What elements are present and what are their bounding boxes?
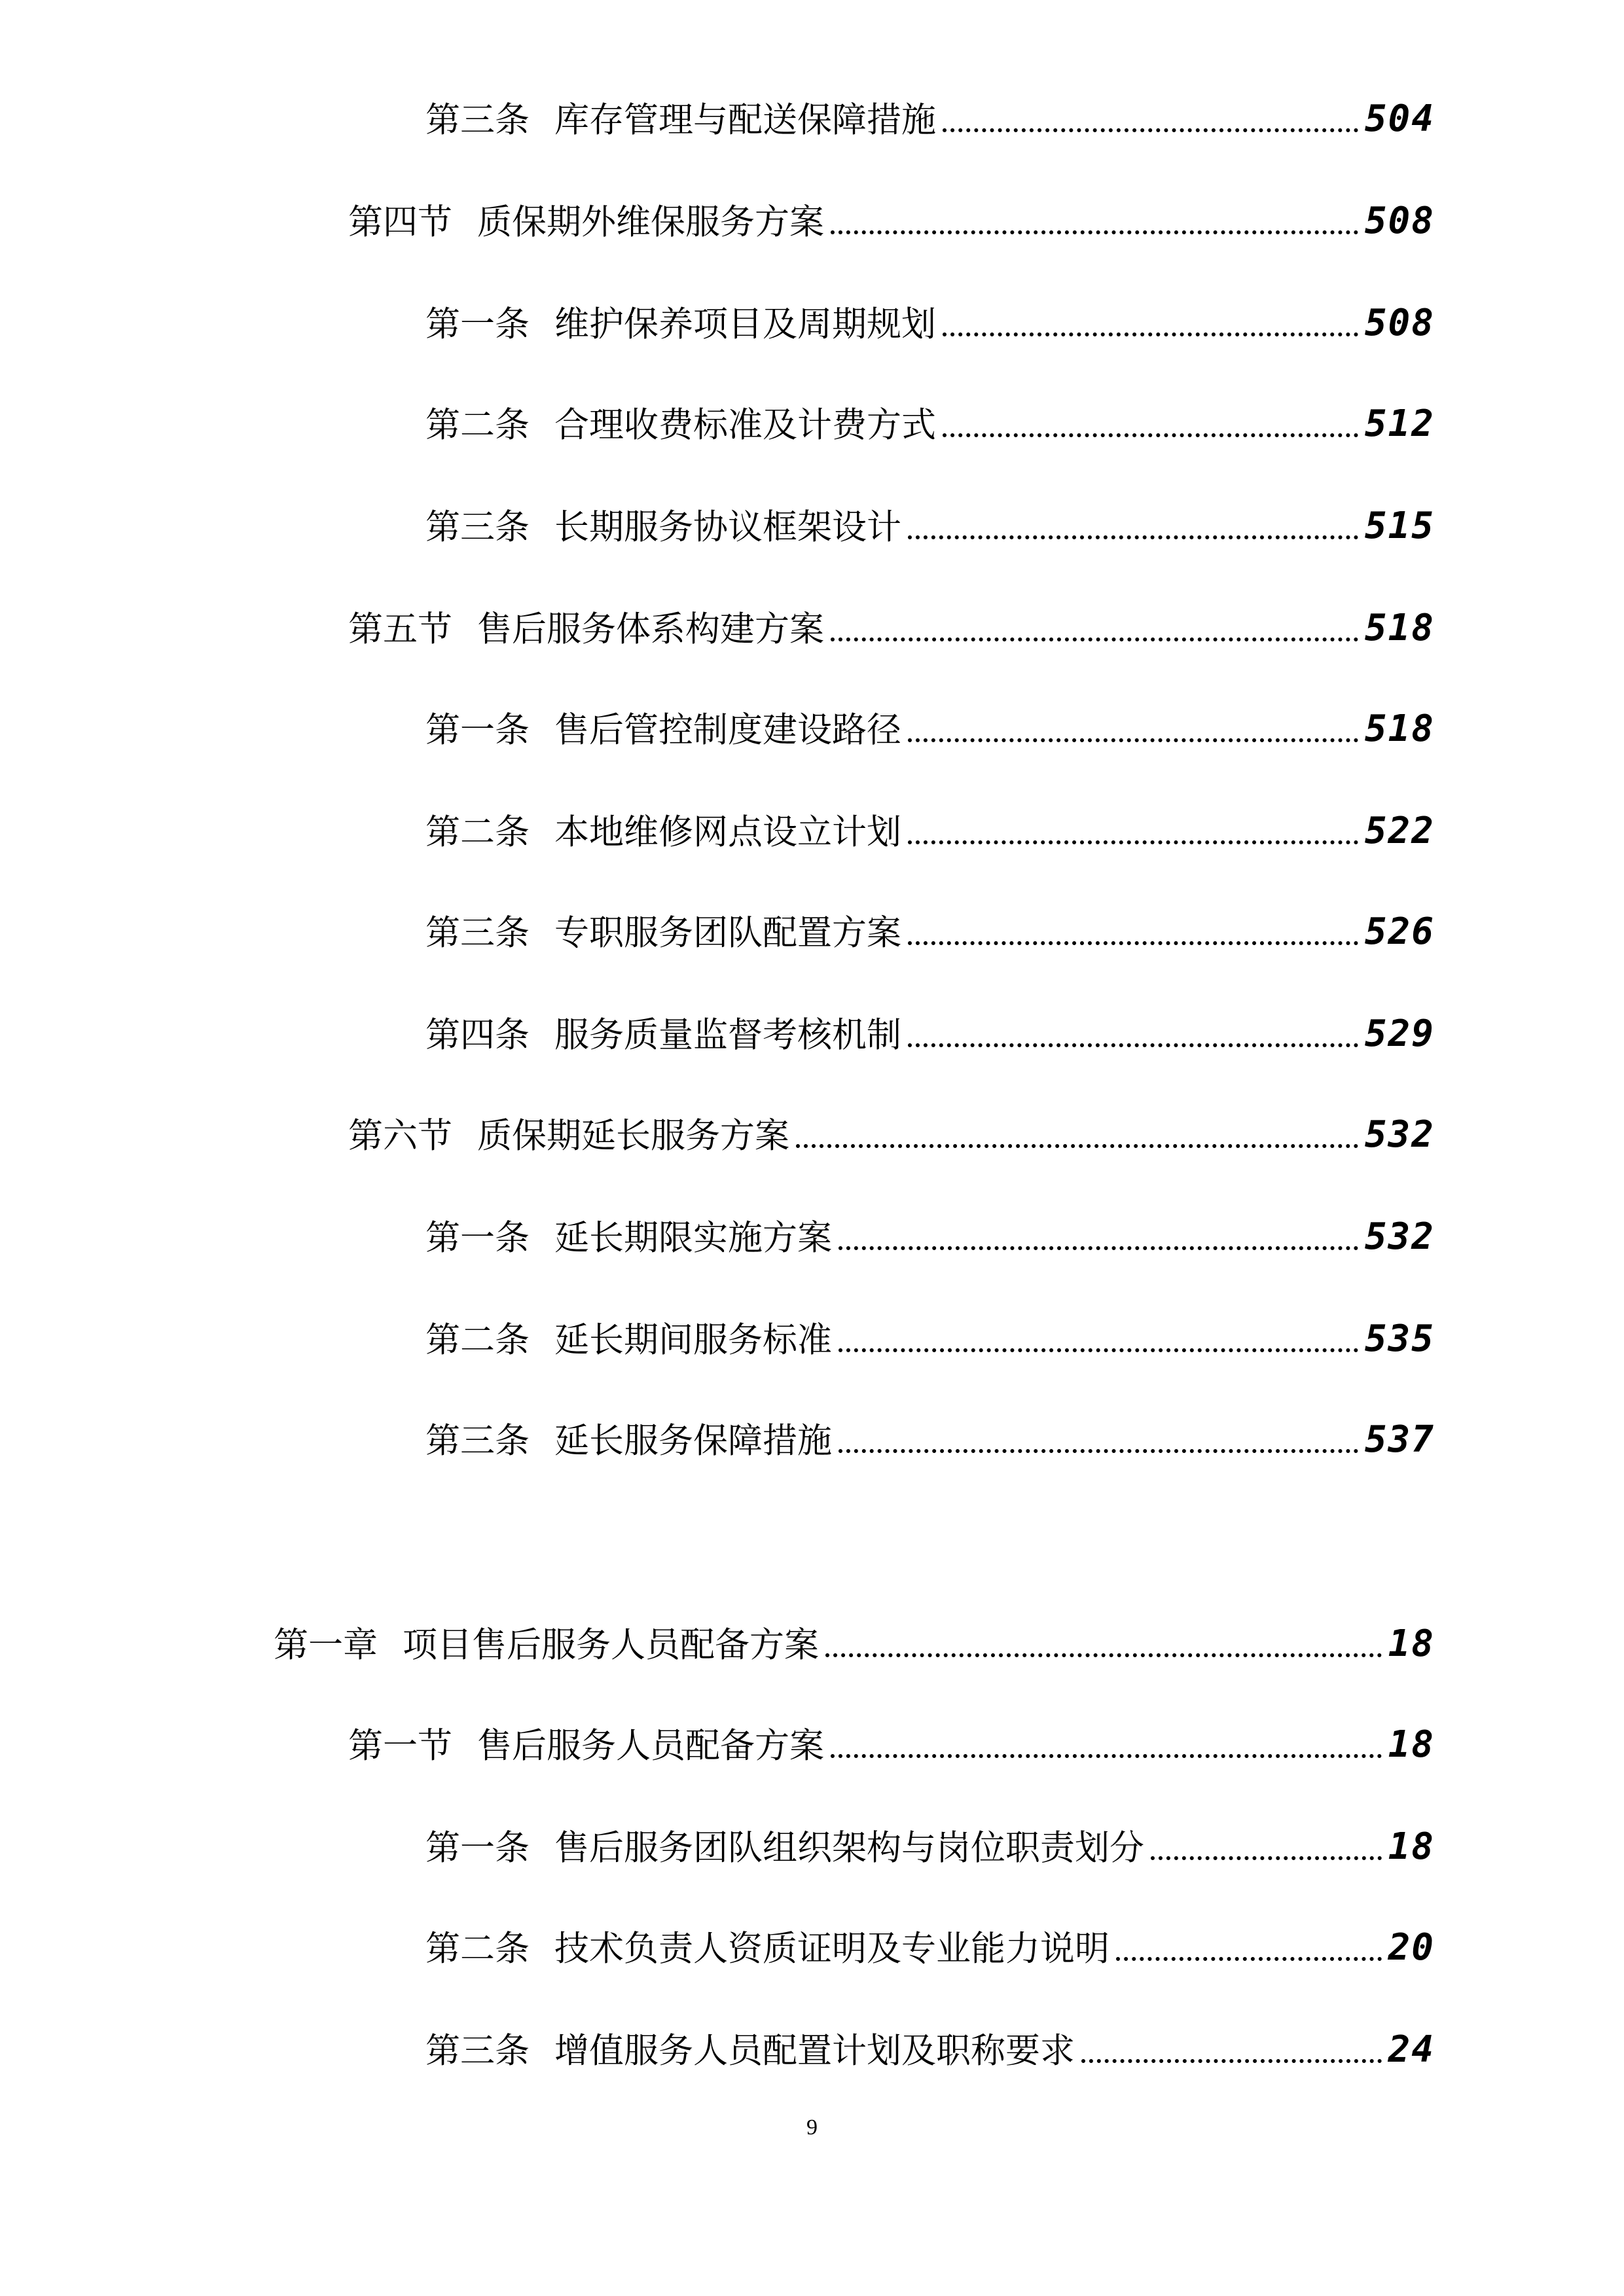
toc-dot-leader <box>943 128 1358 132</box>
toc-entry-page: 18 <box>1388 1623 1435 1665</box>
toc-entry-title: 专职服务团队配置方案 <box>554 913 901 953</box>
toc-entry-page: 522 <box>1364 810 1435 852</box>
toc-dot-leader <box>943 433 1358 437</box>
toc-dot-leader <box>908 840 1358 844</box>
toc-dot-leader <box>831 230 1358 234</box>
toc-dot-leader <box>908 1043 1358 1047</box>
toc-dot-leader <box>839 1348 1358 1352</box>
toc-entry[interactable] <box>274 1610 1435 1665</box>
toc-dot-leader <box>908 738 1358 742</box>
toc-entry-page: 532 <box>1364 1215 1435 1258</box>
toc-entry-title: 售后服务团队组织架构与岗位职责划分 <box>554 1828 1144 1868</box>
toc-entry-number: 第一条 <box>425 710 530 750</box>
toc-entry-number: 第一章 <box>274 1625 378 1665</box>
toc-entry-page: 20 <box>1388 1926 1435 1969</box>
toc-dot-leader <box>796 1144 1358 1148</box>
toc-entry-title: 质保期延长服务方案 <box>477 1116 789 1156</box>
toc-entry-number: 第二条 <box>425 1320 530 1360</box>
toc-entry-number: 第五节 <box>348 609 452 649</box>
toc-dot-leader <box>1116 1957 1382 1961</box>
toc-entry[interactable] <box>348 1101 1435 1156</box>
toc-entry-title: 项目售后服务人员配备方案 <box>403 1625 819 1665</box>
toc-entry-page: 504 <box>1364 98 1435 140</box>
page-number: 9 <box>806 2115 818 2140</box>
toc-entry-number: 第六节 <box>348 1116 452 1156</box>
toc-entry[interactable] <box>425 2016 1435 2071</box>
toc-entry[interactable] <box>425 1305 1435 1360</box>
toc-entry-page: 518 <box>1364 708 1435 750</box>
toc-entry-number: 第二条 <box>425 812 530 852</box>
toc-dot-leader <box>831 637 1358 641</box>
toc-dot-leader <box>825 1653 1382 1657</box>
toc-entry-number: 第三条 <box>425 507 530 547</box>
toc-entry-page: 537 <box>1364 1418 1435 1461</box>
toc-dot-leader <box>908 941 1358 945</box>
toc-entry-number: 第二条 <box>425 1929 530 1969</box>
toc-entry-title: 售后服务人员配备方案 <box>477 1726 824 1766</box>
toc-entry[interactable] <box>425 390 1435 445</box>
toc-entry[interactable] <box>425 1203 1435 1258</box>
toc-entry[interactable] <box>425 85 1435 140</box>
toc-entry-title: 服务质量监督考核机制 <box>554 1015 901 1055</box>
toc-dot-leader <box>839 1246 1358 1250</box>
toc-entry[interactable] <box>425 695 1435 750</box>
toc-entry-title: 延长期间服务标准 <box>554 1320 832 1360</box>
toc-entry[interactable] <box>425 898 1435 953</box>
toc-entry-number: 第三条 <box>425 100 530 140</box>
toc-entry[interactable] <box>425 1813 1435 1868</box>
toc-entry-number: 第一条 <box>425 304 530 344</box>
toc-entry[interactable] <box>425 1000 1435 1055</box>
toc-entry-page: 18 <box>1388 1825 1435 1868</box>
toc-entry-title: 售后服务体系构建方案 <box>477 609 824 649</box>
toc-entry-page: 508 <box>1364 200 1435 242</box>
toc-dot-leader <box>1081 2059 1382 2063</box>
toc-entry-title: 质保期外维保服务方案 <box>477 202 824 242</box>
toc-dot-leader <box>943 332 1358 336</box>
toc-entry-number: 第二条 <box>425 405 530 445</box>
toc-entry-page: 18 <box>1388 1723 1435 1766</box>
toc-entry-title: 维护保养项目及周期规划 <box>554 304 936 344</box>
toc-entry-number: 第四节 <box>348 202 452 242</box>
toc-dot-leader <box>839 1449 1358 1453</box>
toc-entry-number: 第三条 <box>425 913 530 953</box>
toc-entry[interactable] <box>425 1914 1435 1969</box>
toc-entry[interactable] <box>425 797 1435 850</box>
toc-entry[interactable] <box>348 187 1435 240</box>
toc-entry-number: 第四条 <box>425 1015 530 1055</box>
toc-entry-title: 技术负责人资质证明及专业能力说明 <box>554 1929 1110 1969</box>
toc-entry-page: 512 <box>1364 403 1435 445</box>
toc-entry[interactable] <box>425 1406 1435 1461</box>
toc-entry[interactable] <box>425 492 1435 545</box>
toc-dot-leader <box>831 1754 1382 1758</box>
toc-entry-page: 529 <box>1364 1013 1435 1055</box>
toc-entry[interactable] <box>348 1711 1435 1766</box>
toc-entry-title: 延长服务保障措施 <box>554 1421 832 1461</box>
toc-entry-title: 售后管控制度建设路径 <box>554 710 901 750</box>
toc-entry-page: 24 <box>1388 2028 1435 2071</box>
toc-entry[interactable] <box>348 594 1435 647</box>
toc-entry-number: 第三条 <box>425 2031 530 2071</box>
toc-entry-page: 515 <box>1364 505 1435 547</box>
toc-entry-number: 第一条 <box>425 1218 530 1258</box>
toc-dot-leader <box>908 535 1358 539</box>
toc-entry-page: 508 <box>1364 302 1435 344</box>
toc-entry-page: 535 <box>1364 1318 1435 1360</box>
toc-entry-number: 第一条 <box>425 1828 530 1868</box>
toc-entry-page: 518 <box>1364 607 1435 649</box>
toc-entry-number: 第三条 <box>425 1421 530 1461</box>
toc-entry-title: 库存管理与配送保障措施 <box>554 100 936 140</box>
toc-entry-title: 长期服务协议框架设计 <box>554 507 901 547</box>
toc-dot-leader <box>1151 1856 1382 1860</box>
toc-entry-title: 合理收费标准及计费方式 <box>554 405 936 445</box>
toc-entry-title: 增值服务人员配置计划及职称要求 <box>554 2031 1075 2071</box>
toc-entry-number: 第一节 <box>348 1726 452 1766</box>
toc-entry-page: 532 <box>1364 1113 1435 1156</box>
toc-entry-title: 本地维修网点设立计划 <box>554 812 901 852</box>
toc-entry[interactable] <box>425 289 1435 342</box>
toc-entry-title: 延长期限实施方案 <box>554 1218 832 1258</box>
toc-entry-page: 526 <box>1364 910 1435 953</box>
